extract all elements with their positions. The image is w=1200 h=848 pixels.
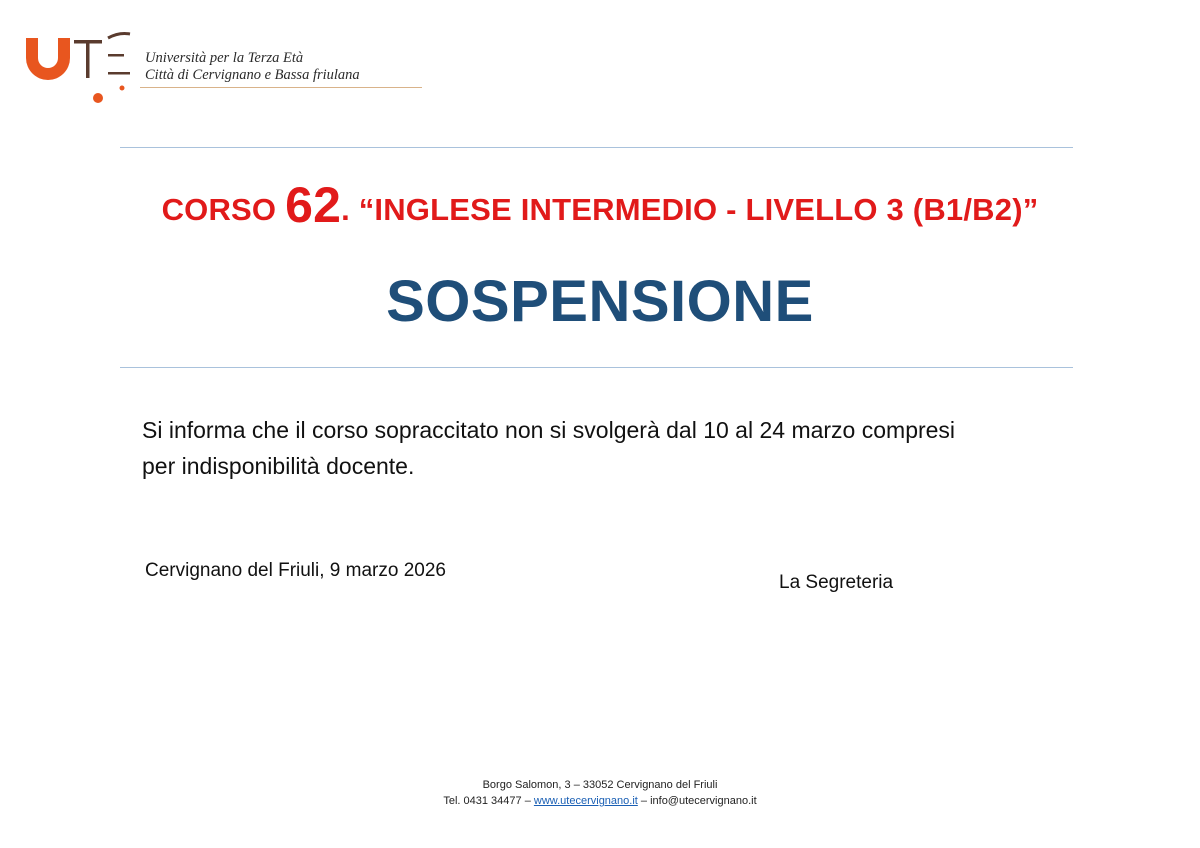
suspension-headline: SOSPENSIONE xyxy=(386,269,814,334)
org-name-line2: Città di Cervignano e Bassa friulana xyxy=(145,67,360,83)
footer xyxy=(0,777,1200,809)
footer-contacts xyxy=(0,793,1200,809)
course-title xyxy=(0,176,1200,234)
website-link[interactable]: www.utecervignano.it xyxy=(533,795,638,807)
footer-address: Borgo Salomon, 3 – 33052 Cervignano del Friuli xyxy=(482,779,718,791)
course-number: 62 xyxy=(285,177,342,233)
footer-phone: Tel. 0431 34477 – xyxy=(443,795,534,807)
bottom-divider xyxy=(120,367,1073,368)
org-name-line1: Università per la Terza Età xyxy=(145,50,304,66)
notice-line1: Si informa che il corso sopraccitato non si svolgerà dal 10 al 24 marzo compresi xyxy=(142,417,956,443)
org-name xyxy=(145,50,360,84)
org-underline xyxy=(140,87,422,88)
course-title-suffix: . “INGLESE INTERMEDIO - LIVELLO 3 (B1/B2)” xyxy=(341,192,1039,227)
notice-text xyxy=(142,412,1072,484)
signature: La Segreteria xyxy=(779,572,894,593)
place-date: Cervignano del Friuli, 9 marzo 2026 xyxy=(145,560,446,581)
top-divider xyxy=(120,147,1073,148)
footer-email: – info@utecervignano.it xyxy=(637,795,757,807)
ute-logo xyxy=(24,28,134,108)
course-title-prefix: CORSO xyxy=(161,192,286,227)
notice-line2: per indisponibilità docente. xyxy=(142,453,415,479)
